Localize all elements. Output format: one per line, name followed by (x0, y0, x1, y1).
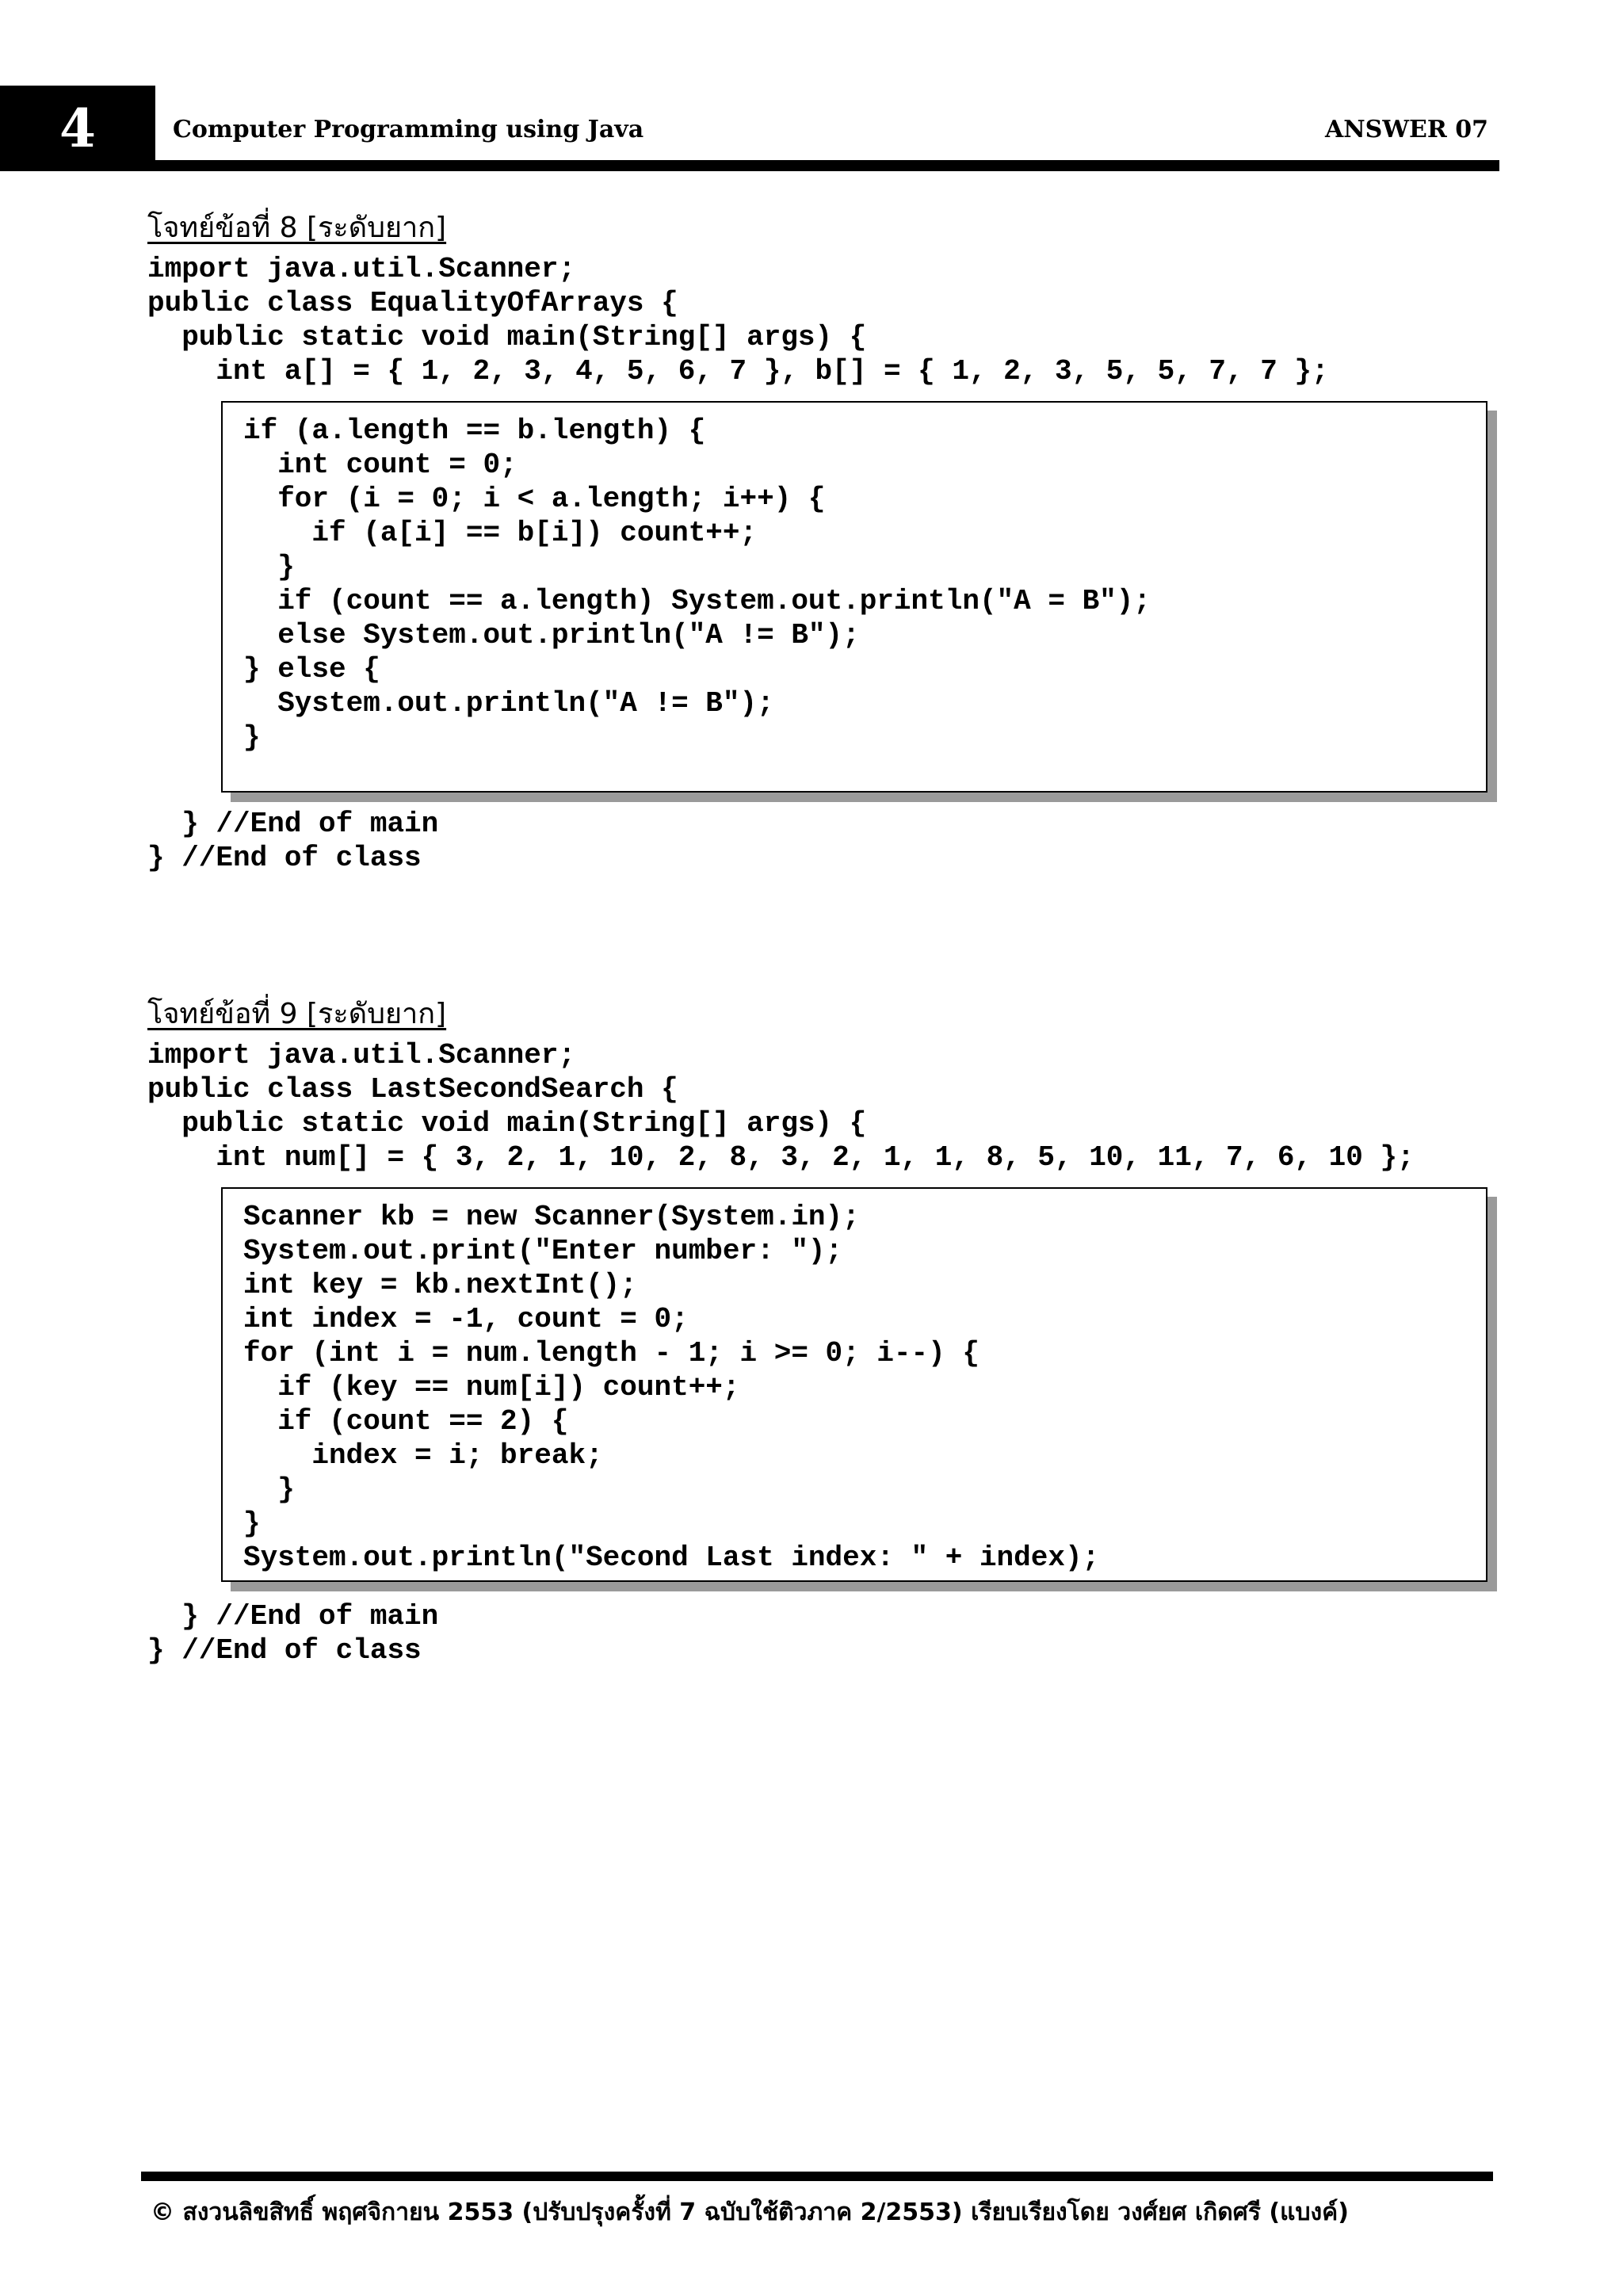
problem-8-heading: โจทย์ข้อที่ 8 [ระดับยาก] (147, 212, 447, 244)
problem-8-answer-box (221, 401, 1487, 793)
problem-9-heading: โจทย์ข้อที่ 9 [ระดับยาก] (147, 998, 447, 1030)
problem-8-code-top: import java.util.Scanner; public class EqualityOfArrays { public static void main(String[] args) { int a[] = { 1, 2, 3, 4, 5, 6, 7 }, b[] = { 1, 2, 3, 5, 5, 7, 7 }; (147, 253, 1329, 388)
page-number: 4 (0, 86, 155, 171)
problem-9-code-top: import java.util.Scanner; public class LastSecondSearch { public static void main(String[] args) { int num[] = { 3, 2, 1, 10, 2, 8, 3, 2, 1, 1, 8, 5, 10, 11, 7, 6, 10 }; (147, 1039, 1415, 1174)
problem-9-answer-box (221, 1187, 1487, 1582)
footer-copyright: © สงวนลิขสิทธิ์ พฤศจิกายน 2553 (ปรับปรุงครั้งที่ 7 ฉบับใช้ติวภาค 2/2553) เรียบเรียงโดย วงศ์ยศ เกิดศรี (แบงค์) (151, 2199, 1349, 2226)
footer-rule (141, 2172, 1493, 2181)
problem-8-code-bottom: } //End of main } //End of class (147, 808, 439, 874)
header-title: Computer Programming using Java (173, 116, 644, 143)
problem-9-code-bottom: } //End of main } //End of class (147, 1600, 439, 1667)
answer-label: ANSWER 07 (1324, 116, 1488, 143)
header-rule (155, 160, 1499, 171)
problem-8-answer-code: if (a.length == b.length) { int count = 0; for (i = 0; i < a.length; i++) { if (a[i] == b[i]) count++; } if (count == a.length) System.out.println("A = B"); else System.out.println("A != B"); } else { System.out.println("A != B"); } (243, 415, 1151, 754)
problem-9-answer-code: Scanner kb = new Scanner(System.in); System.out.print("Enter number: "); int key = kb.nextInt(); int index = -1, count = 0; for (int i = num.length - 1; i >= 0; i--) { if (key == num[i]) count++; if (count == 2) { index = i; break; } } System.out.println("Second Last index: " + index); (243, 1201, 1100, 1574)
